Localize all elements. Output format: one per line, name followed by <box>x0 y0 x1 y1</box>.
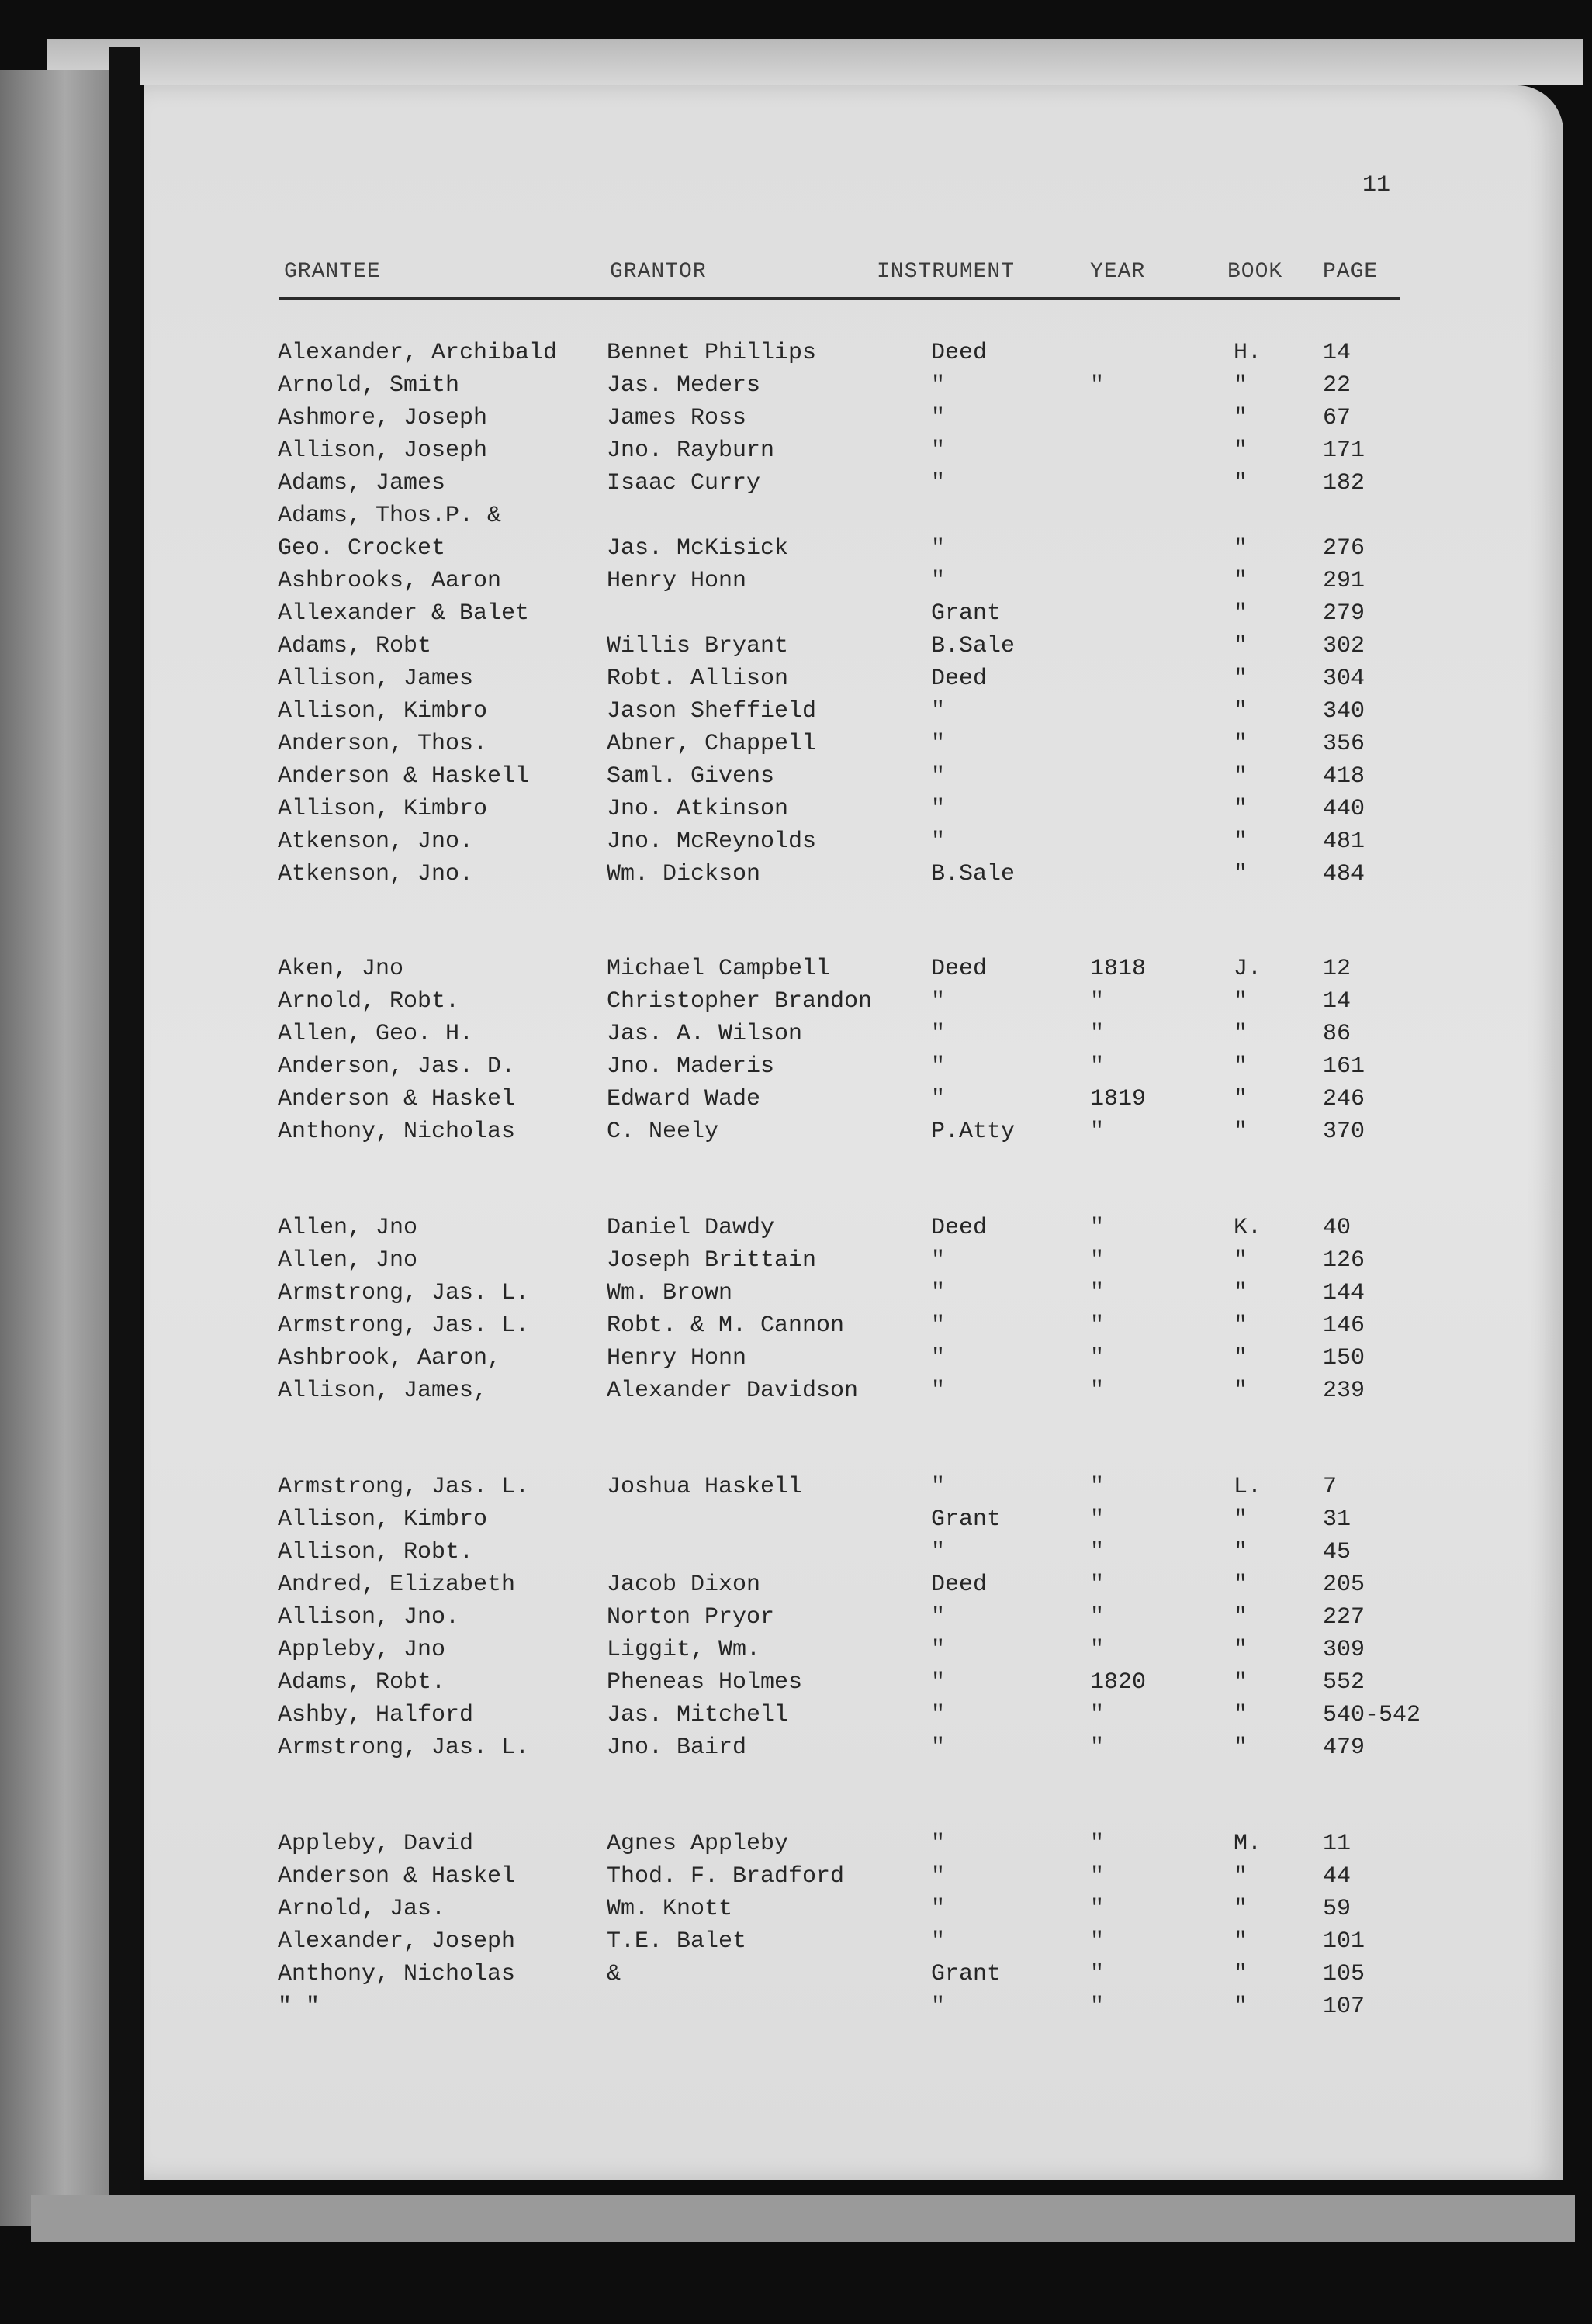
cell-grantee: Allen, Jno <box>278 1215 418 1241</box>
cell-page: 14 <box>1323 988 1351 1015</box>
header-rule <box>279 297 1400 300</box>
cell-year: " <box>1090 1506 1105 1533</box>
cell-grantee: Appleby, David <box>278 1831 474 1857</box>
cell-book: " <box>1234 1119 1248 1145</box>
cell-year: " <box>1090 1896 1105 1922</box>
cell-instrument: Deed <box>931 340 988 366</box>
cell-grantee: Atkenson, Jno. <box>278 828 474 855</box>
cell-instrument: " <box>931 1669 946 1696</box>
cell-grantee: Ashbrooks, Aaron <box>278 568 502 594</box>
cell-grantee: Anderson, Thos. <box>278 731 488 757</box>
cell-book: " <box>1234 1053 1248 1080</box>
cell-book: " <box>1234 1702 1248 1728</box>
cell-instrument: " <box>931 1053 946 1080</box>
cell-instrument: " <box>931 1345 946 1371</box>
cell-page: 22 <box>1323 372 1351 399</box>
cell-instrument: " <box>931 1539 946 1565</box>
cell-page: 171 <box>1323 437 1365 464</box>
cell-grantee: Ashbrook, Aaron, <box>278 1345 502 1371</box>
cell-instrument: " <box>931 828 946 855</box>
cell-book: L. <box>1234 1474 1262 1500</box>
cell-book: " <box>1234 731 1248 757</box>
cell-grantee: Allison, James <box>278 666 474 692</box>
cell-page: 481 <box>1323 828 1365 855</box>
cell-grantee: Armstrong, Jas. L. <box>278 1474 530 1500</box>
cell-grantee: Anderson & Haskel <box>278 1086 516 1112</box>
cell-book: " <box>1234 600 1248 627</box>
cell-book: " <box>1234 1378 1248 1404</box>
cell-year: " <box>1090 1702 1105 1728</box>
cell-grantor: & <box>607 1961 621 1987</box>
cell-grantee: Adams, Robt. <box>278 1669 446 1696</box>
cell-grantor: Jno. Rayburn <box>607 437 775 464</box>
cell-grantee: Atkenson, Jno. <box>278 861 474 887</box>
cell-page: 144 <box>1323 1280 1365 1306</box>
cell-instrument: " <box>931 988 946 1015</box>
cell-grantor: Wm. Dickson <box>607 861 761 887</box>
cell-year: " <box>1090 1637 1105 1663</box>
cell-grantee: Armstrong, Jas. L. <box>278 1734 530 1761</box>
cell-instrument: Grant <box>931 1961 1002 1987</box>
cell-grantee: Arnold, Jas. <box>278 1896 446 1922</box>
cell-grantor: Jno. McReynolds <box>607 828 817 855</box>
cell-year: " <box>1090 1994 1105 2020</box>
cell-grantor: Isaac Curry <box>607 470 761 496</box>
cell-year: " <box>1090 1831 1105 1857</box>
cell-year: " <box>1090 1928 1105 1955</box>
cell-grantor: Thod. F. Bradford <box>607 1863 845 1890</box>
cell-grantee: Andred, Elizabeth <box>278 1572 516 1598</box>
page-number: 11 <box>1362 172 1391 199</box>
cell-year: 1819 <box>1090 1086 1147 1112</box>
cell-book: " <box>1234 1086 1248 1112</box>
cell-page: 304 <box>1323 666 1365 692</box>
cell-grantee: " " <box>278 1994 320 2020</box>
cell-grantor: Jas. Meders <box>607 372 761 399</box>
cell-year: " <box>1090 1863 1105 1890</box>
cell-book: " <box>1234 633 1248 659</box>
cell-year: " <box>1090 372 1105 399</box>
bottom-film-edge <box>31 2195 1575 2242</box>
cell-year: " <box>1090 1247 1105 1274</box>
cell-grantee: Adams, James <box>278 470 446 496</box>
cell-grantor: Alexander Davidson <box>607 1378 859 1404</box>
cell-book: " <box>1234 1637 1248 1663</box>
cell-book: " <box>1234 1539 1248 1565</box>
cell-instrument: " <box>931 1863 946 1890</box>
cell-book: " <box>1234 1312 1248 1339</box>
cell-year: " <box>1090 1961 1105 1987</box>
cell-page: 552 <box>1323 1669 1365 1696</box>
cell-book: " <box>1234 698 1248 725</box>
cell-year: " <box>1090 1215 1105 1241</box>
cell-instrument: Deed <box>931 666 988 692</box>
cell-page: 370 <box>1323 1119 1365 1145</box>
cell-page: 291 <box>1323 568 1365 594</box>
cell-grantee: Allison, James, <box>278 1378 488 1404</box>
cell-book: " <box>1234 1994 1248 2020</box>
cell-page: 107 <box>1323 1994 1365 2020</box>
cell-book: " <box>1234 1572 1248 1598</box>
cell-grantee: Allexander & Balet <box>278 600 530 627</box>
cell-instrument: B.Sale <box>931 861 1016 887</box>
cell-instrument: " <box>931 763 946 790</box>
cell-page: 356 <box>1323 731 1365 757</box>
cell-instrument: " <box>931 1831 946 1857</box>
cell-book: " <box>1234 1604 1248 1631</box>
cell-page: 246 <box>1323 1086 1365 1112</box>
cell-instrument: " <box>931 1378 946 1404</box>
cell-book: " <box>1234 1928 1248 1955</box>
cell-year: " <box>1090 988 1105 1015</box>
header-book: BOOK <box>1227 260 1283 284</box>
cell-grantee: Allison, Jno. <box>278 1604 460 1631</box>
cell-book: H. <box>1234 340 1262 366</box>
cell-book: " <box>1234 1345 1248 1371</box>
cell-year: " <box>1090 1734 1105 1761</box>
cell-page: 479 <box>1323 1734 1365 1761</box>
cell-instrument: " <box>931 1734 946 1761</box>
cell-page: 279 <box>1323 600 1365 627</box>
cell-book: " <box>1234 763 1248 790</box>
cell-instrument: B.Sale <box>931 633 1016 659</box>
cell-year: 1820 <box>1090 1669 1147 1696</box>
cell-year: 1818 <box>1090 956 1147 982</box>
cell-grantee: Appleby, Jno <box>278 1637 446 1663</box>
cell-book: " <box>1234 666 1248 692</box>
cell-book: " <box>1234 1734 1248 1761</box>
cell-instrument: Deed <box>931 1215 988 1241</box>
cell-instrument: Deed <box>931 1572 988 1598</box>
cell-grantee: Anthony, Nicholas <box>278 1961 516 1987</box>
cell-book: M. <box>1234 1831 1262 1857</box>
cell-page: 40 <box>1323 1215 1351 1241</box>
cell-grantor: Pheneas Holmes <box>607 1669 803 1696</box>
cell-instrument: " <box>931 1637 946 1663</box>
cell-book: " <box>1234 437 1248 464</box>
cell-page: 14 <box>1323 340 1351 366</box>
cell-year: " <box>1090 1378 1105 1404</box>
cell-grantee: Arnold, Robt. <box>278 988 460 1015</box>
cell-grantee: Alexander, Joseph <box>278 1928 516 1955</box>
cell-grantee: Arnold, Smith <box>278 372 460 399</box>
cell-grantor: Joseph Brittain <box>607 1247 817 1274</box>
cell-grantor: Joshua Haskell <box>607 1474 803 1500</box>
cell-grantor: Jas. McKisick <box>607 535 789 562</box>
header-page: PAGE <box>1323 260 1379 284</box>
cell-instrument: " <box>931 1474 946 1500</box>
cell-grantee: Allison, Robt. <box>278 1539 474 1565</box>
cell-instrument: " <box>931 535 946 562</box>
cell-instrument: " <box>931 796 946 822</box>
cell-grantor: Henry Honn <box>607 568 747 594</box>
cell-instrument: " <box>931 1702 946 1728</box>
cell-instrument: " <box>931 568 946 594</box>
cell-grantee: Allison, Joseph <box>278 437 488 464</box>
cell-page: 12 <box>1323 956 1351 982</box>
cell-grantee: Allison, Kimbro <box>278 698 488 725</box>
cell-grantor: Jas. A. Wilson <box>607 1021 803 1047</box>
header-grantee: GRANTEE <box>284 260 381 284</box>
cell-year: " <box>1090 1604 1105 1631</box>
cell-page: 440 <box>1323 796 1365 822</box>
cell-page: 59 <box>1323 1896 1351 1922</box>
cell-grantor: Agnes Appleby <box>607 1831 789 1857</box>
cell-instrument: " <box>931 1280 946 1306</box>
cell-grantor: Liggit, Wm. <box>607 1637 761 1663</box>
cell-grantor: Michael Campbell <box>607 956 831 982</box>
header-instrument: INSTRUMENT <box>877 260 1016 284</box>
cell-page: 45 <box>1323 1539 1351 1565</box>
cell-instrument: " <box>931 437 946 464</box>
facing-page-edge <box>0 70 109 2226</box>
cell-book: K. <box>1234 1215 1262 1241</box>
cell-grantor: Edward Wade <box>607 1086 761 1112</box>
cell-year: " <box>1090 1474 1105 1500</box>
cell-book: " <box>1234 1021 1248 1047</box>
cell-page: 309 <box>1323 1637 1365 1663</box>
cell-page: 484 <box>1323 861 1365 887</box>
cell-book: " <box>1234 372 1248 399</box>
cell-year: " <box>1090 1021 1105 1047</box>
cell-grantee: Anderson, Jas. D. <box>278 1053 516 1080</box>
cell-book: " <box>1234 535 1248 562</box>
cell-page: 7 <box>1323 1474 1338 1500</box>
cell-grantee: Ashby, Halford <box>278 1702 474 1728</box>
cell-page: 126 <box>1323 1247 1365 1274</box>
cell-year: " <box>1090 1539 1105 1565</box>
cell-grantee: Adams, Thos.P. & <box>278 503 502 529</box>
cell-page: 146 <box>1323 1312 1365 1339</box>
cell-grantor: T.E. Balet <box>607 1928 747 1955</box>
cell-grantee: Aken, Jno <box>278 956 404 982</box>
cell-book: " <box>1234 1961 1248 1987</box>
cell-grantor: Saml. Givens <box>607 763 775 790</box>
cell-page: 67 <box>1323 405 1351 431</box>
cell-year: " <box>1090 1119 1105 1145</box>
cell-page: 182 <box>1323 470 1365 496</box>
cell-year: " <box>1090 1572 1105 1598</box>
cell-instrument: " <box>931 405 946 431</box>
cell-grantee: Armstrong, Jas. L. <box>278 1312 530 1339</box>
cell-instrument: " <box>931 1247 946 1274</box>
cell-year: " <box>1090 1345 1105 1371</box>
cell-instrument: " <box>931 1086 946 1112</box>
cell-grantor: Jno. Atkinson <box>607 796 789 822</box>
header-grantor: GRANTOR <box>610 260 707 284</box>
cell-grantor: Jno. Maderis <box>607 1053 775 1080</box>
cell-grantor: Willis Bryant <box>607 633 789 659</box>
cell-grantee: Allison, Kimbro <box>278 796 488 822</box>
cell-page: 276 <box>1323 535 1365 562</box>
cell-grantor: Daniel Dawdy <box>607 1215 775 1241</box>
cell-book: J. <box>1234 956 1262 982</box>
cell-book: " <box>1234 988 1248 1015</box>
cell-page: 227 <box>1323 1604 1365 1631</box>
top-film-edge <box>47 39 1583 85</box>
header-year: YEAR <box>1090 260 1146 284</box>
cell-grantee: Allen, Geo. H. <box>278 1021 474 1047</box>
cell-page: 340 <box>1323 698 1365 725</box>
cell-grantor: Christopher Brandon <box>607 988 873 1015</box>
cell-grantee: Alexander, Archibald <box>278 340 558 366</box>
cell-grantor: Wm. Knott <box>607 1896 733 1922</box>
cell-instrument: Grant <box>931 1506 1002 1533</box>
cell-book: " <box>1234 1669 1248 1696</box>
cell-grantor: James Ross <box>607 405 747 431</box>
cell-page: 105 <box>1323 1961 1365 1987</box>
cell-instrument: " <box>931 1896 946 1922</box>
cell-instrument: " <box>931 1604 946 1631</box>
cell-grantor: Jas. Mitchell <box>607 1702 789 1728</box>
cell-grantor: Jno. Baird <box>607 1734 747 1761</box>
cell-grantee: Armstrong, Jas. L. <box>278 1280 530 1306</box>
cell-page: 86 <box>1323 1021 1351 1047</box>
cell-book: " <box>1234 1506 1248 1533</box>
cell-grantee: Allen, Jno <box>278 1247 418 1274</box>
cell-year: " <box>1090 1280 1105 1306</box>
cell-grantee: Ashmore, Joseph <box>278 405 488 431</box>
cell-page: 205 <box>1323 1572 1365 1598</box>
book-binding <box>109 47 140 2234</box>
cell-book: " <box>1234 861 1248 887</box>
cell-grantor: Abner, Chappell <box>607 731 817 757</box>
cell-page: 150 <box>1323 1345 1365 1371</box>
cell-grantee: Allison, Kimbro <box>278 1506 488 1533</box>
cell-grantor: Jason Sheffield <box>607 698 817 725</box>
cell-year: " <box>1090 1053 1105 1080</box>
cell-grantor: Jacob Dixon <box>607 1572 761 1598</box>
cell-page: 31 <box>1323 1506 1351 1533</box>
cell-instrument: " <box>931 372 946 399</box>
cell-instrument: " <box>931 1928 946 1955</box>
cell-instrument: " <box>931 731 946 757</box>
cell-page: 239 <box>1323 1378 1365 1404</box>
cell-page: 418 <box>1323 763 1365 790</box>
cell-book: " <box>1234 470 1248 496</box>
cell-grantor: Norton Pryor <box>607 1604 775 1631</box>
cell-page: 44 <box>1323 1863 1351 1890</box>
cell-grantee: Anderson & Haskell <box>278 763 530 790</box>
cell-grantor: Bennet Phillips <box>607 340 817 366</box>
cell-page: 302 <box>1323 633 1365 659</box>
cell-grantor: Robt. Allison <box>607 666 789 692</box>
cell-grantor: Robt. & M. Cannon <box>607 1312 845 1339</box>
cell-instrument: " <box>931 1312 946 1339</box>
cell-book: " <box>1234 796 1248 822</box>
cell-instrument: " <box>931 698 946 725</box>
cell-book: " <box>1234 1280 1248 1306</box>
cell-instrument: " <box>931 470 946 496</box>
cell-grantor: Wm. Brown <box>607 1280 733 1306</box>
cell-instrument: Grant <box>931 600 1002 627</box>
cell-grantor: Henry Honn <box>607 1345 747 1371</box>
cell-book: " <box>1234 405 1248 431</box>
cell-page: 11 <box>1323 1831 1351 1857</box>
cell-book: " <box>1234 1896 1248 1922</box>
cell-instrument: " <box>931 1021 946 1047</box>
cell-grantee: Anderson & Haskel <box>278 1863 516 1890</box>
cell-book: " <box>1234 1247 1248 1274</box>
cell-instrument: P.Atty <box>931 1119 1016 1145</box>
cell-book: " <box>1234 568 1248 594</box>
cell-instrument: Deed <box>931 956 988 982</box>
cell-grantee: Anthony, Nicholas <box>278 1119 516 1145</box>
cell-page: 101 <box>1323 1928 1365 1955</box>
cell-grantee: Geo. Crocket <box>278 535 446 562</box>
cell-page: 540-542 <box>1323 1702 1421 1728</box>
cell-year: " <box>1090 1312 1105 1339</box>
cell-grantee: Adams, Robt <box>278 633 432 659</box>
cell-book: " <box>1234 1863 1248 1890</box>
cell-book: " <box>1234 828 1248 855</box>
cell-instrument: " <box>931 1994 946 2020</box>
cell-page: 161 <box>1323 1053 1365 1080</box>
cell-grantor: C. Neely <box>607 1119 719 1145</box>
